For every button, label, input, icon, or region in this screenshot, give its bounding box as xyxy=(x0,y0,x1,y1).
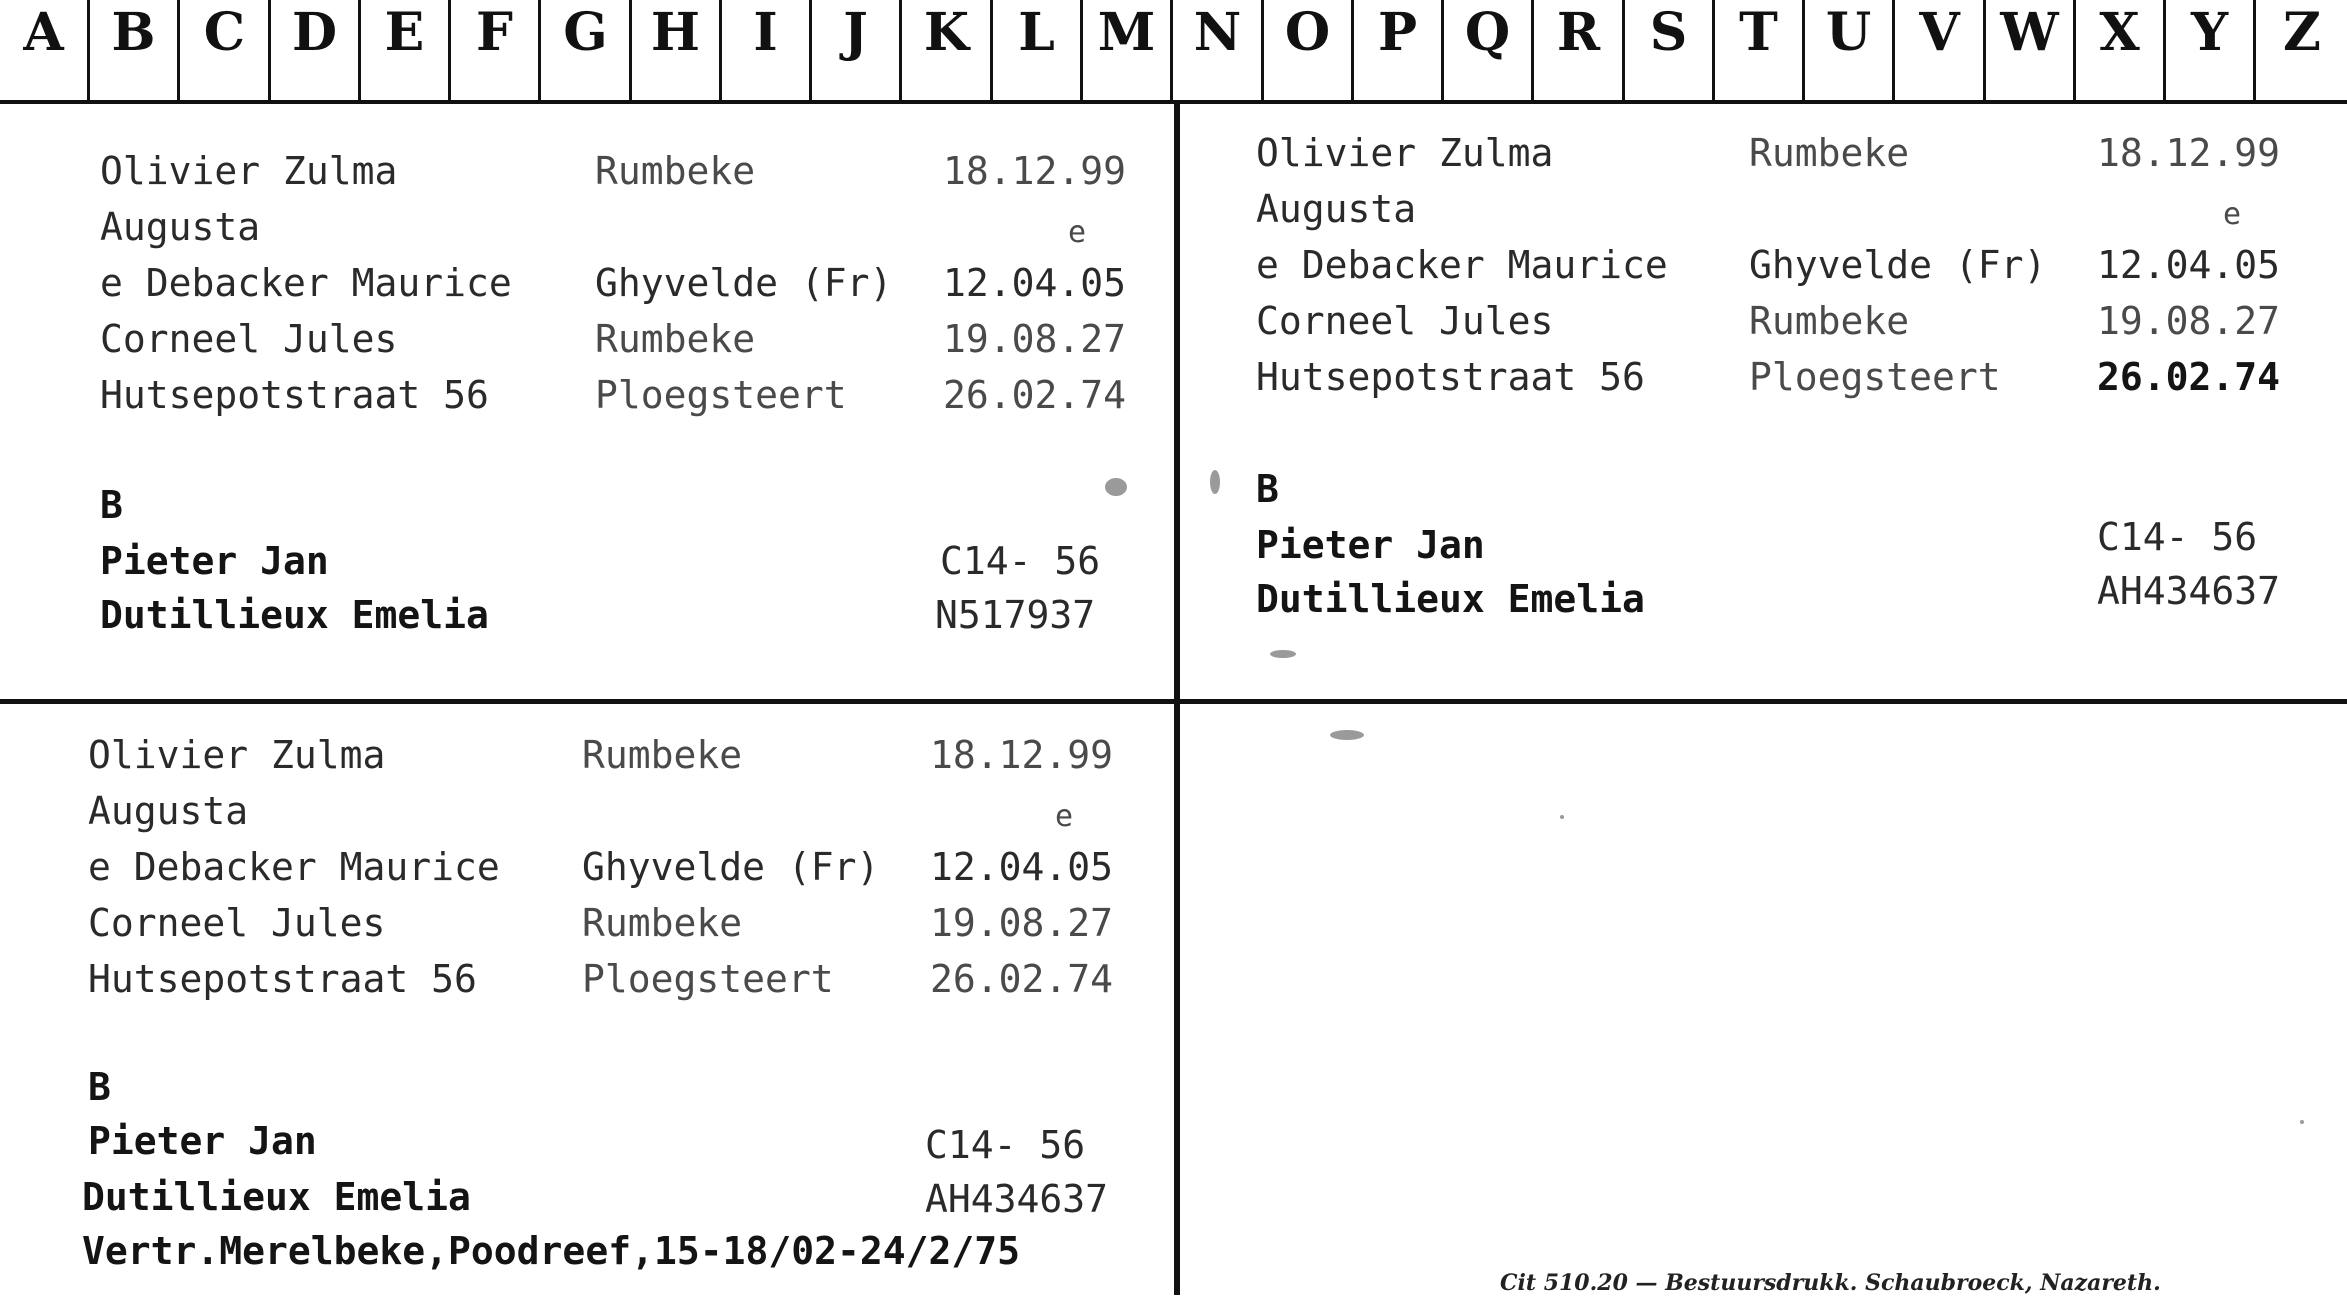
card-witness1: Pieter Jan xyxy=(100,539,329,583)
card-child-date: 19.08.27 xyxy=(930,901,1114,945)
index-letter-a: A xyxy=(0,0,90,100)
card-marriage-date: 12.04.05 xyxy=(2097,243,2281,287)
card-child-place: Rumbeke xyxy=(1749,299,1910,343)
index-letter-w: W xyxy=(1986,0,2076,100)
card-witness2: Dutillieux Emelia xyxy=(1256,577,1645,621)
card-address: Hutsepotstraat 56 xyxy=(1256,355,1645,399)
card-name-line1: Olivier Zulma xyxy=(1256,131,1554,175)
card-spouse: e Debacker Maurice xyxy=(1256,243,1668,287)
scan-speckle xyxy=(1105,478,1127,496)
card-birthdate: 18.12.99 xyxy=(930,733,1114,777)
printer-imprint: Cit 510.20 — Bestuursdrukk. Schaubroeck, Nazareth. xyxy=(1500,1270,2161,1296)
card-code2: AH434637 xyxy=(925,1177,1109,1221)
card-death-place: Ploegsteert xyxy=(595,373,847,417)
card-address: Hutsepotstraat 56 xyxy=(100,373,489,417)
card-marital-mark: e xyxy=(1055,799,1074,834)
card-birthplace: Rumbeke xyxy=(595,149,756,193)
index-letter-j: J xyxy=(812,0,902,100)
card-birthdate: 18.12.99 xyxy=(2097,131,2281,175)
card-marriage-date: 12.04.05 xyxy=(943,261,1127,305)
index-letter-x: X xyxy=(2076,0,2166,100)
card-death-date: 26.02.74 xyxy=(930,957,1114,1001)
card-name-line2: Augusta xyxy=(88,789,249,833)
card-spouse-place: Ghyvelde (Fr) xyxy=(595,261,893,305)
index-letter-k: K xyxy=(903,0,993,100)
card-death-date: 26.02.74 xyxy=(2097,355,2281,399)
horizontal-divider xyxy=(0,699,2347,704)
card-child: Corneel Jules xyxy=(100,317,398,361)
index-letter-s: S xyxy=(1625,0,1715,100)
index-letter-i: I xyxy=(722,0,812,100)
card-address: Hutsepotstraat 56 xyxy=(88,957,477,1001)
scan-speckle xyxy=(2300,1120,2304,1124)
card-code1: C14- 56 xyxy=(940,539,1101,583)
card-witness2: Dutillieux Emelia xyxy=(100,593,489,637)
card-section-letter: B xyxy=(100,483,123,527)
card-code1: C14- 56 xyxy=(2097,515,2258,559)
card-child-date: 19.08.27 xyxy=(2097,299,2281,343)
card-name-line1: Olivier Zulma xyxy=(88,733,386,777)
card-code1: C14- 56 xyxy=(925,1123,1086,1167)
card-section-letter: B xyxy=(1256,467,1279,511)
card-top-left xyxy=(0,108,1127,688)
card-spouse-place: Ghyvelde (Fr) xyxy=(1749,243,2047,287)
index-letter-v: V xyxy=(1896,0,1986,100)
index-letter-t: T xyxy=(1715,0,1805,100)
card-spouse-place: Ghyvelde (Fr) xyxy=(582,845,880,889)
card-section-letter: B xyxy=(88,1065,111,1109)
card-marital-mark: e xyxy=(2223,197,2242,232)
index-letter-m: M xyxy=(1083,0,1173,100)
index-letter-e: E xyxy=(361,0,451,100)
card-child-place: Rumbeke xyxy=(582,901,743,945)
card-spouse: e Debacker Maurice xyxy=(100,261,512,305)
card-name-line2: Augusta xyxy=(1256,187,1417,231)
index-letter-c: C xyxy=(181,0,271,100)
index-letter-p: P xyxy=(1354,0,1444,100)
card-transfer-note: Vertr.Merelbeke,Poodreef,15-18/02-24/2/75 xyxy=(82,1229,1020,1273)
index-letter-z: Z xyxy=(2283,2,2321,63)
card-code2: N517937 xyxy=(935,593,1096,637)
index-letter-f: F xyxy=(451,0,541,100)
card-child: Corneel Jules xyxy=(88,901,386,945)
card-death-place: Ploegsteert xyxy=(582,957,834,1001)
index-letter-y: Y xyxy=(2166,0,2256,100)
card-witness1: Pieter Jan xyxy=(88,1119,317,1163)
card-bottom-left xyxy=(0,712,1120,1312)
card-top-right xyxy=(1180,104,2347,684)
index-letter-n: N xyxy=(1174,0,1264,100)
card-name-line2: Augusta xyxy=(100,205,261,249)
index-letter-u: U xyxy=(1805,0,1895,100)
card-name-line1: Olivier Zulma xyxy=(100,149,398,193)
index-letter-g: G xyxy=(542,0,632,100)
scan-speckle xyxy=(1210,470,1220,494)
scan-speckle xyxy=(1270,650,1296,658)
card-child-place: Rumbeke xyxy=(595,317,756,361)
index-letter-l: L xyxy=(993,0,1083,100)
scan-speckle xyxy=(1330,730,1364,740)
index-letter-q: Q xyxy=(1444,0,1534,100)
alphabet-index-strip xyxy=(0,0,2347,104)
card-witness1: Pieter Jan xyxy=(1256,523,1485,567)
card-death-place: Ploegsteert xyxy=(1749,355,2001,399)
index-letter-r: R xyxy=(1535,0,1625,100)
card-witness2: Dutillieux Emelia xyxy=(82,1175,471,1219)
card-birthplace: Rumbeke xyxy=(582,733,743,777)
card-child-date: 19.08.27 xyxy=(943,317,1127,361)
scan-speckle xyxy=(1560,815,1564,819)
index-letter-o: O xyxy=(1264,0,1354,100)
card-child: Corneel Jules xyxy=(1256,299,1554,343)
card-spouse: e Debacker Maurice xyxy=(88,845,500,889)
card-marriage-date: 12.04.05 xyxy=(930,845,1114,889)
index-letter-h: H xyxy=(632,0,722,100)
card-birthplace: Rumbeke xyxy=(1749,131,1910,175)
card-code2: AH434637 xyxy=(2097,569,2281,613)
index-letter-d: D xyxy=(271,0,361,100)
index-letter-b: B xyxy=(90,0,180,100)
card-marital-mark: e xyxy=(1068,215,1087,250)
card-death-date: 26.02.74 xyxy=(943,373,1127,417)
card-birthdate: 18.12.99 xyxy=(943,149,1127,193)
